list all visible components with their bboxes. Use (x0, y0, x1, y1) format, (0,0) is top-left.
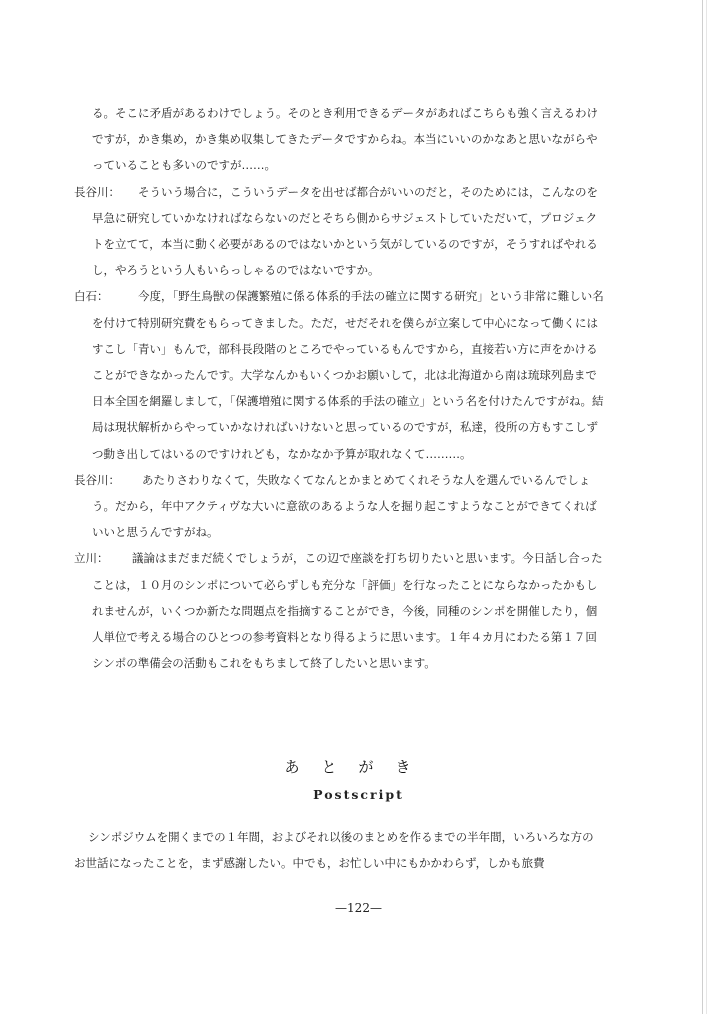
speaker-name: 長谷川： (74, 184, 120, 199)
postscript-heading-english: Postscript (313, 787, 404, 802)
dialogue-turn-hasegawa-1 (74, 179, 604, 284)
dialogue-section (74, 100, 604, 676)
page-edge-line (702, 0, 703, 1014)
dialogue-turn-hasegawa-2 (74, 467, 604, 546)
dialogue-text: そういう場合に，こういうデータを出せば都合がいいのだと，そのためには，こんなのを早急に研究していかなければならないのだとそちら側からサジェストしていただいて，プロジェクトを立てて，本当に動く必要があるのではないかという気がしているのですが，そうすればやれるし，やろうという人もいらっしゃるのではないですか。 (92, 184, 598, 278)
postscript-body (74, 824, 604, 876)
page-edge-line-inner (706, 0, 707, 1014)
dialogue-turn-tachikawa (74, 545, 604, 676)
page-number: —122— (335, 901, 382, 915)
postscript-heading-japanese: あとがき (284, 758, 433, 776)
speaker-name: 白石： (74, 289, 109, 304)
dialogue-text: 今度，「野生鳥獣の保護繁殖に係る体系的手法の確立に関する研究」という非常に難しい名を付けて特別研究費をもらってきました。ただ，せだそれを僕らが立案して中心になって働くにはすこし「青い」もんで，部科長段階のところでやっているもんですから，直接若い方に声をかけることができなかったんです。大学なんかもいくつかお願いして，北は北海道から南は琉球列島まで日本全国を網羅しまして，「保護増殖に関する体系的手法の確立」という名を付けたんですがね。結局は現状解析からやっていかなければいけないと思っているのですが，私達，役所の方もすこしずつ動き出してはいるのですけれども，なかなか予算が取れなくて………。 (92, 289, 604, 461)
speaker-name: 長谷川： (74, 472, 120, 487)
dialogue-text: る。そこに矛盾があるわけでしょう。そのとき利用できるデータがあればこちらも強く言えるわけですが，かき集め，かき集め収集してきたデータですからね。本当にいいのかなあと思いながらやっていることも多いのですが……。 (92, 106, 598, 173)
dialogue-text: 議論はまだまだ続くでしょうが，この辺で座談を打ち切りたいと思います。今日話し合ったことは，１０月のシンポについて必らずしも充分な「評価」を行なったことにならなかったかもしれませんが，いくつか新たな問題点を指摘することができ，今後，同種のシンポを開催したり，個人単位で考える場合のひとつの参考資料となり得るように思います。１年４カ月にわたる第１７回シンポの準備会の活動もこれをもちまして終了したいと思います。 (92, 551, 603, 671)
dialogue-turn-shiraishi (74, 283, 604, 466)
speaker-name: 立川： (74, 551, 109, 566)
dialogue-text: あたりさわりなくて，失敗なくてなんとかまとめてくれそうな人を選んでいるんでしょう。だから，年中アクティヴな大いに意欲のあるような人を掘り起こすようなことができてくればいいと思うんですがね。 (92, 472, 597, 540)
postscript-text: シンポジウムを開くまでの１年間，およびそれ以後のまとめを作るまでの半年間，いろいろな方のお世話になったことを，まず感謝したい。中でも，お忙しい中にもかかわらず，しかも旅費 (74, 830, 594, 871)
postscript-paragraph (74, 824, 604, 876)
dialogue-paragraph-continuation (74, 100, 604, 179)
